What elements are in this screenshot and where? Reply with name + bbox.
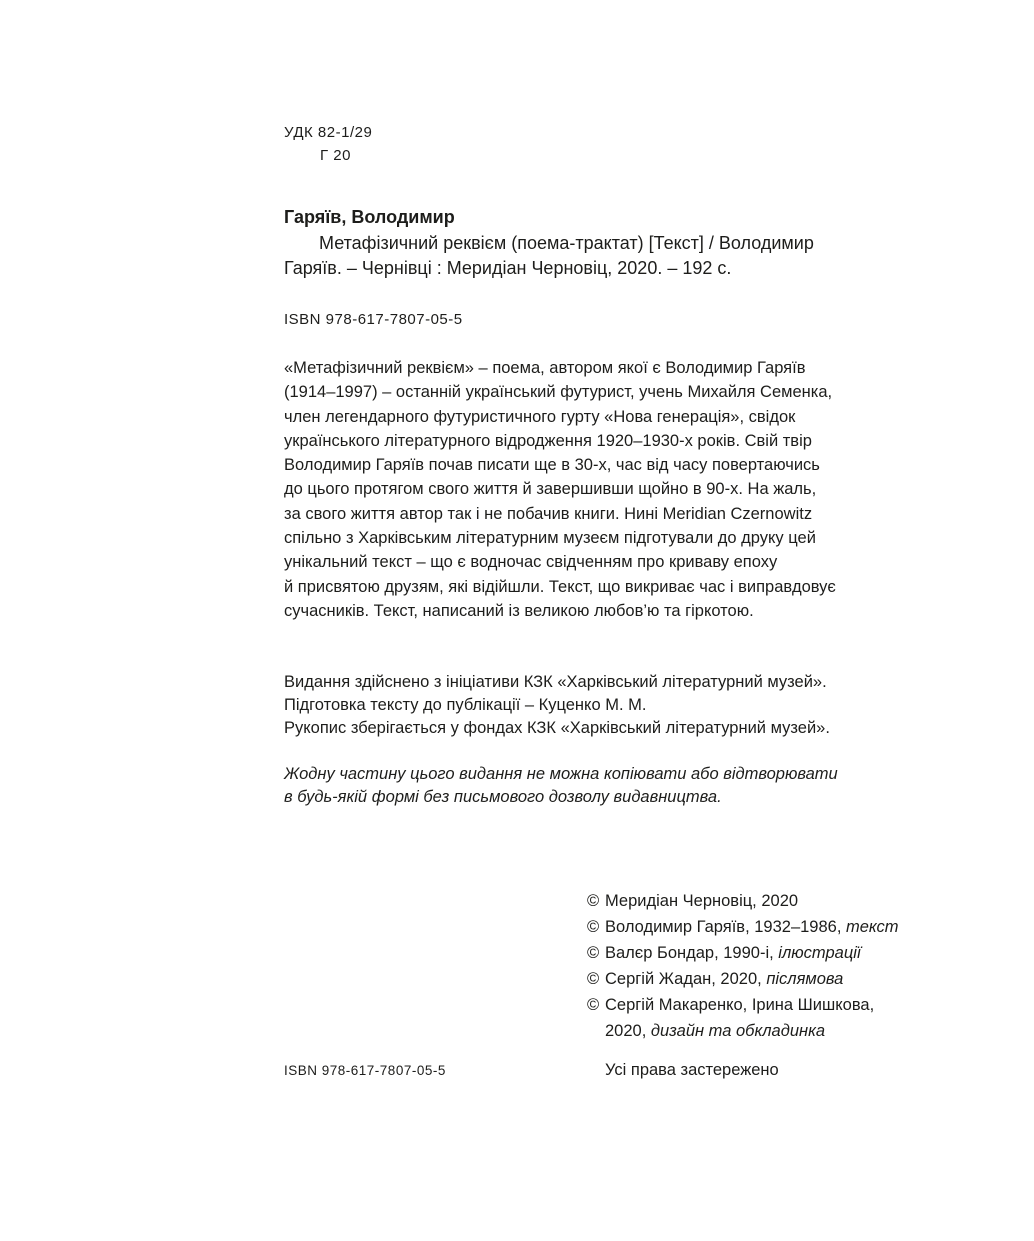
copyright-holder: 2020, — [605, 1022, 651, 1040]
copyright-icon: © — [587, 892, 600, 910]
annotation — [284, 356, 884, 623]
copy-notice — [284, 763, 838, 809]
credit-line: Підготовка тексту до публікації – Куценко М. М. — [284, 696, 647, 714]
copyright-holder: Валєр Бондар, 1990-і, — [605, 944, 779, 962]
bibliographic-description — [284, 231, 864, 281]
copyright-icon: © — [587, 944, 600, 962]
copyright-role: дизайн та обкладинка — [650, 1022, 826, 1040]
copyright-text — [605, 914, 899, 940]
copyright-item — [587, 914, 899, 940]
biblio-line: Метафізичний реквієм (поема-трактат) [Текст] / Володимир — [319, 233, 814, 253]
biblio-line: Гаряїв. – Чернівці : Меридіан Черновіц, 2020. – 192 с. — [284, 258, 732, 278]
copyright-icon: © — [587, 970, 600, 988]
credit-line: Видання здійснено з ініціативи КЗК «Харківський літературний музей». — [284, 673, 827, 691]
publication-credits — [284, 671, 830, 740]
copyright-text: Меридіан Черновіц, 2020 — [605, 892, 799, 910]
copyright-continuation — [587, 1018, 899, 1044]
notice-line: Жодну частину цього видання не можна копіювати або відтворювати — [284, 765, 838, 783]
annotation-line: сучасників. Текст, написаний із великою любов’ю та гіркотою. — [284, 601, 754, 620]
notice-line: в будь-якій формі без письмового дозволу видавництва. — [284, 788, 722, 806]
copyright-item — [587, 966, 899, 992]
copyright-icon: © — [587, 918, 600, 936]
isbn-top: ISBN 978-617-7807-05-5 — [284, 311, 463, 328]
annotation-line: (1914–1997) – останній український футурист, учень Михайля Семенка, — [284, 383, 833, 402]
annotation-line: до цього протягом свого життя й завершивши щойно в 90-х. На жаль, — [284, 480, 817, 499]
udk-code: УДК 82-1/29 — [284, 124, 373, 141]
copyright-item — [587, 888, 899, 914]
copyright-item — [587, 940, 899, 966]
copyright-holder: Володимир Гаряїв, 1932–1986, — [605, 918, 846, 936]
copyright-role: текст — [846, 918, 899, 936]
copyright-text — [605, 940, 861, 966]
annotation-line: член легендарного футуристичного гурту «Нова генерація», свідок — [284, 407, 796, 426]
record-author: Гаряїв, Володимир — [284, 207, 455, 227]
rights-reserved: Усі права застережено — [605, 1061, 779, 1079]
copyright-block — [587, 888, 899, 1044]
copyright-item — [587, 992, 899, 1018]
copyright-role: післямова — [766, 970, 844, 988]
copyright-holder: Сергій Жадан, 2020, — [605, 970, 767, 988]
annotation-line: Володимир Гаряїв почав писати ще в 30-х, час від часу повертаючись — [284, 456, 820, 475]
copyright-role: ілюстрації — [778, 944, 861, 962]
annotation-line: й присвятою друзям, які відійшли. Текст, що викриває час і виправдовує — [284, 577, 836, 596]
annotation-line: унікальний текст – що є водночас свідченням про криваву епоху — [284, 553, 778, 572]
copyright-icon: © — [587, 996, 600, 1014]
copyright-text — [605, 966, 843, 992]
annotation-line: українського літературного відродження 1920–1930-х років. Свій твір — [284, 431, 812, 450]
annotation-line: спільно з Харківським літературним музеєм підготували до друку цей — [284, 529, 816, 548]
copyright-text: Сергій Макаренко, Ірина Шишкова, — [605, 996, 875, 1014]
author-sign: Г 20 — [320, 147, 351, 164]
isbn-bottom: ISBN 978-617-7807-05-5 — [284, 1063, 446, 1078]
annotation-line: за свого життя автор так і не побачив книги. Нині Meridian Czernowitz — [284, 504, 813, 523]
annotation-line: «Метафізичний реквієм» – поема, автором якої є Володимир Гаряїв — [284, 359, 806, 377]
credit-line: Рукопис зберігається у фондах КЗК «Харківський літературний музей». — [284, 719, 830, 737]
